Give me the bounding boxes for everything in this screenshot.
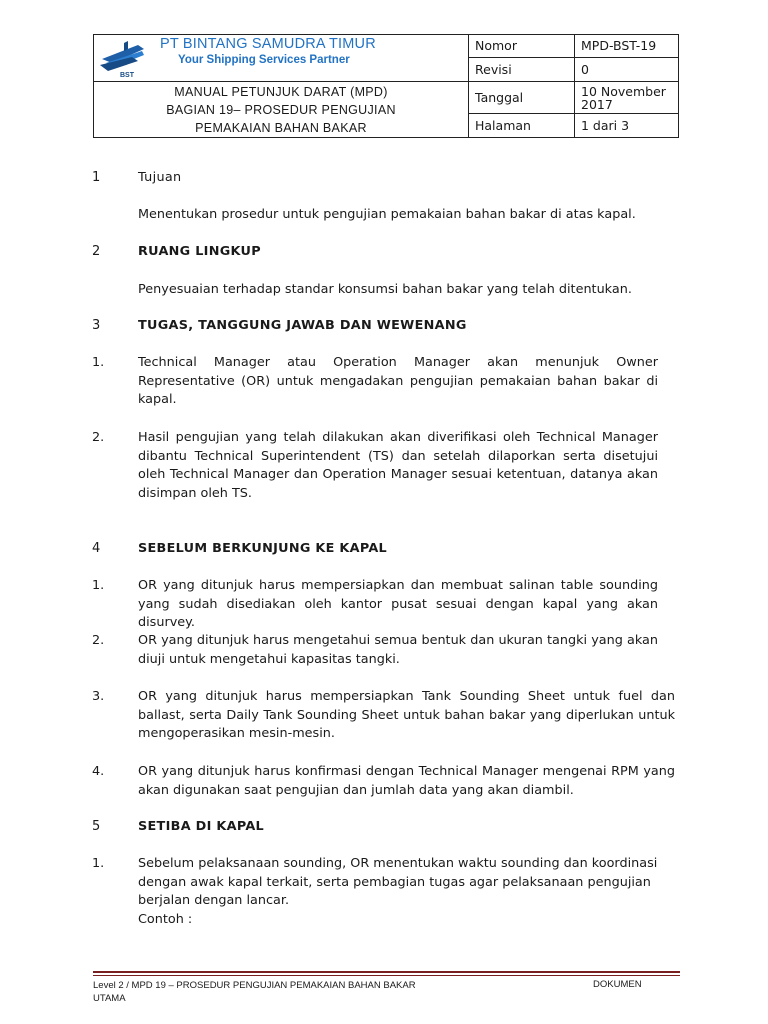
title-line-2: BAGIAN 19– PROSEDUR PENGUJIAN — [166, 102, 396, 117]
section-2-number: 2 — [92, 244, 101, 259]
list-item-text: OR yang ditunjuk harus mempersiapkan dan membuat salinan table sounding yang sudah disediakan oleh kantor pusat sesuai dengan kapal yang akan disurvey. — [138, 578, 658, 631]
company-name: PT BINTANG SAMUDRA TIMUR — [160, 36, 376, 52]
field-value-revisi: 0 — [575, 57, 679, 81]
footer-line-1: Level 2 / MPD 19 – PROSEDUR PENGUJIAN PEMAKAIAN BAHAN BAKAR — [93, 980, 416, 991]
list-item-number: 1. — [92, 355, 105, 370]
section-2-title: RUANG LINGKUP — [138, 244, 261, 259]
title-line-1: MANUAL PETUNJUK DARAT (MPD) — [174, 84, 388, 99]
field-label-nomor: Nomor — [469, 35, 575, 58]
list-item-text: OR yang ditunjuk harus mengetahui semua bentuk dan ukuran tangki yang akan diuji untuk mengetahui kapasitas tangki. — [138, 633, 658, 667]
list-item-text: Sebelum pelaksanaan sounding, OR menentukan waktu sounding dan koordinasi dengan awak kapal terkait, serta pembagian tugas agar pelaksanaan pengujian berjalan dengan lancar. — [138, 856, 658, 909]
company-logo — [98, 39, 146, 79]
section-1-title: Tujuan — [138, 170, 182, 185]
footer-right-text: DOKUMEN — [593, 979, 642, 990]
company-cell — [94, 35, 469, 82]
list-item-number: 2. — [92, 430, 105, 445]
list-item-text: OR yang ditunjuk harus mempersiapkan Tank Sounding Sheet untuk fuel dan ballast, serta Daily Tank Sounding Sheet untuk bahan bakar yang diperlukan untuk mengoperasikan mesin-mesin. — [138, 689, 675, 742]
section-5-title: SETIBA DI KAPAL — [138, 819, 264, 834]
footer-line-2: UTAMA — [93, 993, 126, 1004]
footer-text — [93, 979, 653, 1005]
document-header-table — [93, 34, 679, 138]
section-3-title: TUGAS, TANGGUNG JAWAB DAN WEWENANG — [138, 318, 467, 333]
section-4-title: SEBELUM BERKUNJUNG KE KAPAL — [138, 541, 387, 556]
logo-text: BST — [120, 72, 134, 79]
list-item-number: 1. — [92, 856, 105, 871]
list-item-number: 4. — [92, 764, 105, 779]
section-5-number: 5 — [92, 819, 101, 834]
field-value-nomor: MPD-BST-19 — [575, 35, 679, 58]
document-title — [94, 82, 469, 138]
field-label-tanggal: Tanggal — [469, 82, 575, 114]
list-item-number: 3. — [92, 689, 105, 704]
list-item-text: Technical Manager atau Operation Manager akan menunjuk Owner Representative (OR) untuk mengadakan pengujian pemakaian bahan bakar di kapal. — [138, 355, 658, 408]
company-tagline: Your Shipping Services Partner — [178, 54, 350, 66]
field-label-revisi: Revisi — [469, 57, 575, 81]
list-item-number: 2. — [92, 633, 105, 648]
footer-rule-thin — [93, 975, 680, 976]
section-2-text: Penyesuaian terhadap standar konsumsi bahan bakar yang telah ditentukan. — [138, 282, 632, 297]
section-3-number: 3 — [92, 318, 101, 333]
section-4-number: 4 — [92, 541, 101, 556]
list-item-number: 1. — [92, 578, 105, 593]
example-label: Contoh : — [138, 912, 193, 927]
field-value-tanggal: 10 November 2017 — [575, 82, 679, 114]
section-1-number: 1 — [92, 170, 101, 185]
list-item-text: Hasil pengujian yang telah dilakukan akan diverifikasi oleh Technical Manager dibantu Technical Superintendent (TS) dan setelah dilaporkan serta disetujui oleh Technical Manager dan Operation Manager sesuai ketentuan, datanya akan disimpan oleh TS. — [138, 430, 658, 501]
field-value-halaman: 1 dari 3 — [575, 114, 679, 138]
title-line-3: PEMAKAIAN BAHAN BAKAR — [195, 120, 367, 135]
list-item-text: OR yang ditunjuk harus konfirmasi dengan Technical Manager mengenai RPM yang akan digunakan saat pengujian dan jumlah data yang akan diambil. — [138, 764, 675, 798]
field-label-halaman: Halaman — [469, 114, 575, 138]
section-1-text: Menentukan prosedur untuk pengujian pemakaian bahan bakar di atas kapal. — [138, 207, 636, 222]
footer-rule — [93, 971, 680, 973]
